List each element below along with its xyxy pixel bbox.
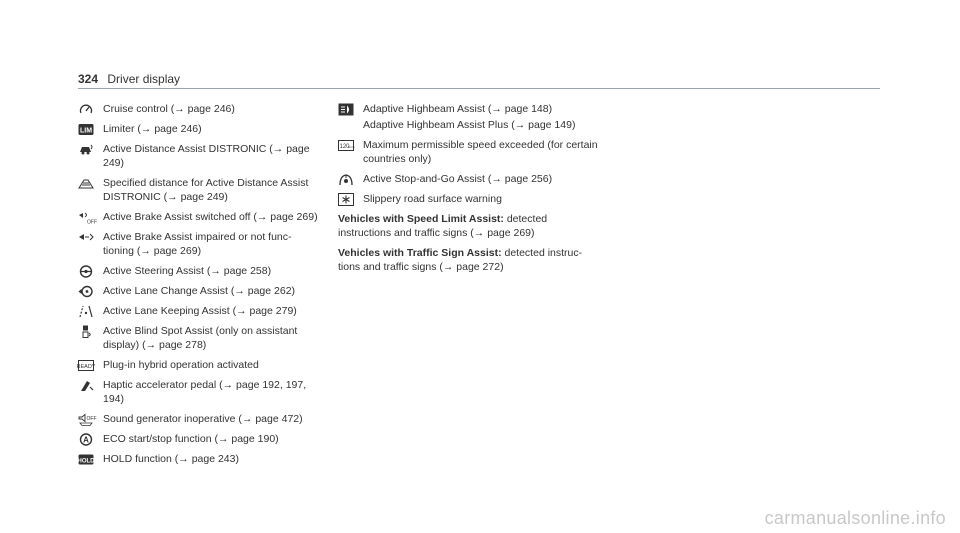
steering-assist-icon bbox=[78, 265, 94, 278]
svg-text:OFF: OFF bbox=[86, 416, 97, 422]
slippery-road-icon bbox=[338, 193, 354, 206]
brake-assist-impaired-icon bbox=[78, 231, 94, 244]
list-item: Active Steering Assist (→ page 258) bbox=[78, 264, 318, 278]
brake-assist-off-icon bbox=[78, 211, 97, 226]
cruise-control-icon bbox=[78, 103, 94, 116]
list-item: Active Lane Keeping Assist (→ page 279) bbox=[78, 304, 318, 318]
limiter-icon bbox=[78, 123, 94, 136]
page-number: 324 bbox=[78, 72, 99, 86]
list-item: OFF Active Brake Assist switched off (→ page 269) bbox=[78, 210, 318, 224]
speed-limit-assist-note: Vehicles with Speed Limit Assist: detected instructions and traffic signs (→ page 269) bbox=[338, 213, 548, 239]
page-header bbox=[78, 72, 180, 86]
list-item: READY Plug-in hybrid operation activated bbox=[76, 359, 259, 371]
list-item: Specified distance for Active Distance Assist DISTRONIC (→ page 249) bbox=[78, 176, 318, 204]
lane-keeping-assist-icon bbox=[78, 305, 94, 318]
haptic-pedal-icon bbox=[78, 379, 94, 392]
right-column bbox=[338, 102, 598, 280]
svg-text:km/h: km/h bbox=[348, 145, 355, 149]
lane-change-assist-icon bbox=[78, 285, 94, 298]
list-item: Active Lane Change Assist (→ page 262) bbox=[78, 284, 318, 298]
eco-start-stop-icon bbox=[78, 433, 94, 446]
max-speed-icon bbox=[338, 139, 354, 152]
list-item: HOLD HOLD function (→ page 243) bbox=[77, 453, 239, 465]
watermark: carmanualsonline.info bbox=[764, 508, 946, 528]
list-item: Active Blind Spot Assist (only on assistant display) (→ page 278) bbox=[78, 324, 318, 352]
ready-icon bbox=[78, 359, 94, 372]
list-item: A ECO start/stop function (→ page 190) bbox=[78, 432, 318, 446]
list-item: Adaptive Highbeam Assist Plus (→ page 149) bbox=[363, 119, 576, 131]
svg-text:LIM: LIM bbox=[79, 127, 93, 135]
list-item: Adaptive Highbeam Assist (→ page 148) bbox=[338, 102, 598, 116]
list-item: LIM Limiter (→ page 246) bbox=[79, 123, 202, 135]
section-title: Driver display bbox=[107, 72, 181, 86]
list-item: Haptic accelerator pedal (→ page 192, 197, 194) bbox=[78, 378, 318, 406]
specified-distance-icon bbox=[78, 177, 94, 190]
list-item: Slippery road surface warning bbox=[338, 192, 598, 206]
list-item: 120 km/h Maximum permissible speed exceeded (for certain countries only) bbox=[339, 139, 598, 165]
sound-generator-off-icon bbox=[78, 413, 97, 426]
svg-text:OFF: OFF bbox=[87, 219, 97, 226]
list-item: OFF Sound generator inoperative (→ page 472) bbox=[78, 412, 318, 426]
list-item: Active Stop-and-Go Assist (→ page 256) bbox=[338, 172, 598, 186]
svg-text:120: 120 bbox=[339, 144, 350, 150]
svg-text:HOLD: HOLD bbox=[77, 458, 95, 465]
svg-text:READY: READY bbox=[76, 364, 96, 370]
active-distance-assist-icon bbox=[78, 143, 94, 156]
list-item: Cruise control (→ page 246) bbox=[78, 102, 318, 116]
left-column bbox=[78, 102, 318, 472]
traffic-sign-assist-note: Vehicles with Traffic Sign Assist: detected instruc-tions and traffic signs (→ page 272) bbox=[338, 247, 583, 273]
adaptive-highbeam-icon bbox=[338, 103, 354, 116]
stop-and-go-icon bbox=[338, 173, 354, 186]
header-divider bbox=[78, 88, 880, 89]
svg-text:A: A bbox=[83, 435, 89, 445]
list-item: Active Distance Assist DISTRONIC (→ page 249) bbox=[78, 142, 318, 170]
list-item: Active Brake Assist impaired or not func-tioning (→ page 269) bbox=[78, 230, 318, 258]
blind-spot-assist-icon bbox=[78, 325, 94, 338]
hold-icon bbox=[78, 453, 94, 466]
